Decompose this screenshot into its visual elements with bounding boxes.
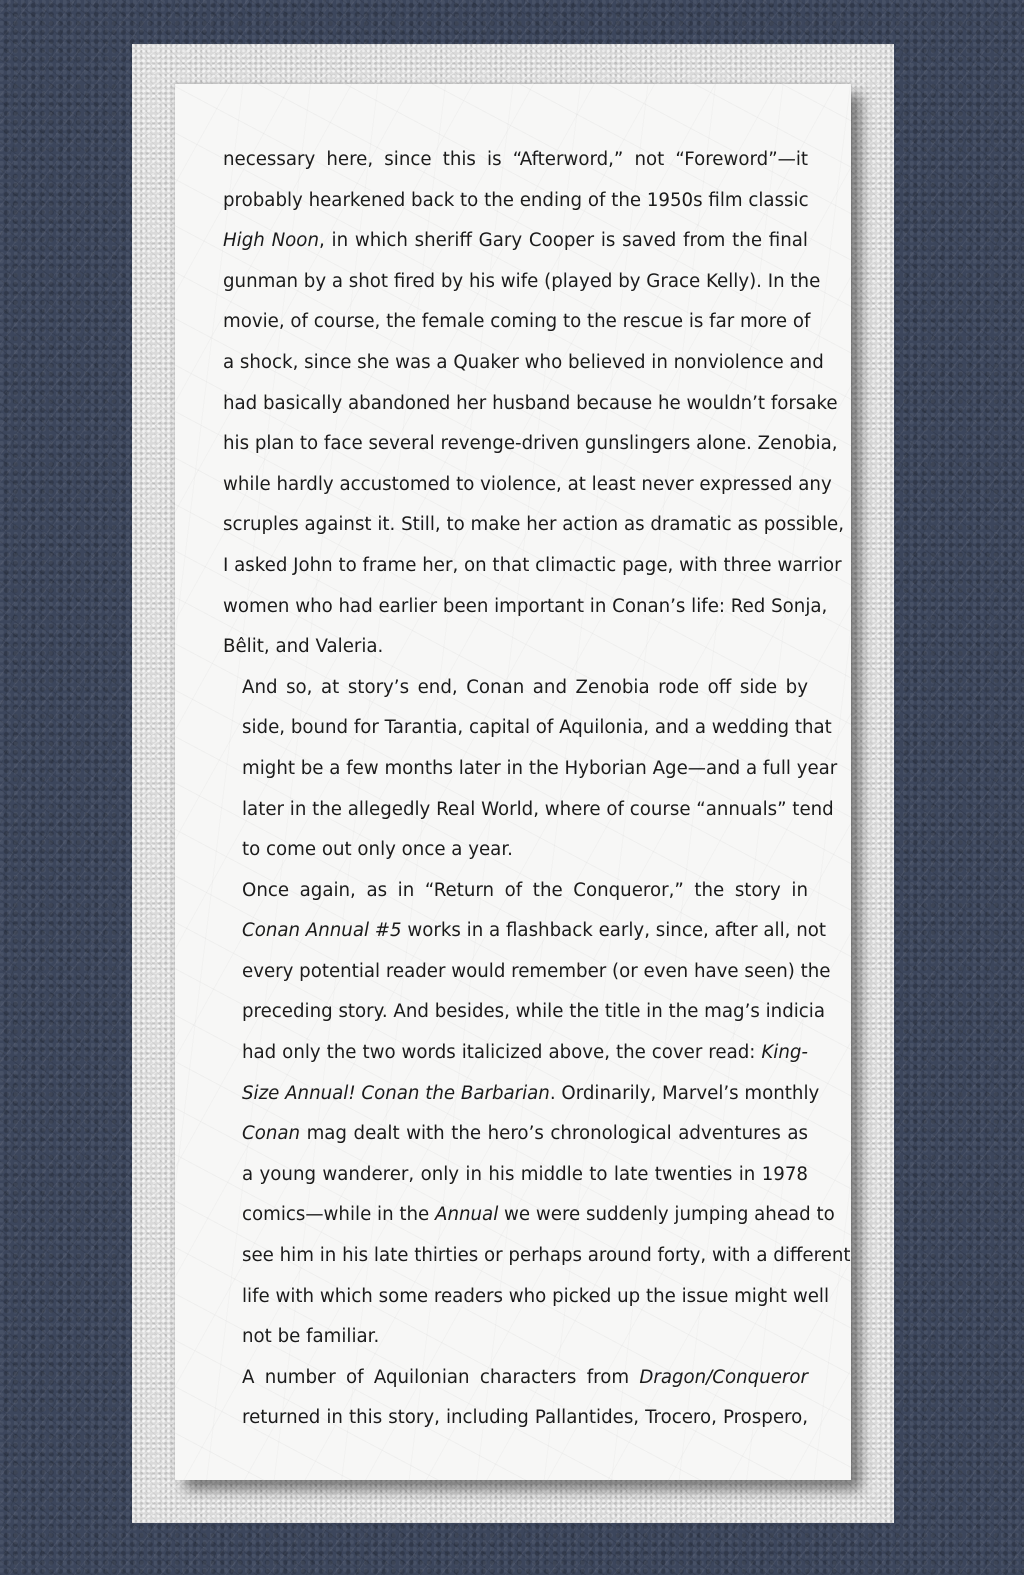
text-run: side, bound for Tarantia, capital of Aquilonia, and a wedding that	[242, 717, 832, 739]
text-line	[223, 343, 824, 384]
text-line	[223, 221, 808, 262]
paragraph	[223, 668, 838, 871]
text-page	[175, 84, 851, 1480]
text-run: gunman by a shot fired by his wife (played by Grace Kelly). In the	[223, 270, 821, 292]
text-run: necessary here, since this is “Afterword,” not “Foreword”—it	[223, 149, 808, 170]
text-line	[223, 505, 845, 546]
text-line	[223, 1074, 820, 1115]
text-line	[223, 1195, 835, 1236]
text-line	[223, 627, 808, 668]
text-run: works in a flashback early, since, after all, not	[401, 920, 826, 942]
paragraph	[223, 1358, 808, 1439]
text-line	[223, 587, 828, 628]
text-line	[223, 790, 834, 831]
text-line	[223, 871, 808, 912]
text-run: might be a few months later in the Hyborian Age—and a full year	[242, 757, 838, 779]
text-run: And so, at story’s end, Conan and Zenobia rode off side by	[242, 676, 808, 698]
text-line	[223, 1033, 808, 1074]
text-run: mag dealt with the hero’s chronological adventures as	[300, 1123, 808, 1145]
text-line	[223, 668, 808, 709]
italic-text: Conan	[242, 1123, 301, 1145]
text-run: not be familiar.	[242, 1326, 380, 1348]
text-line	[223, 1236, 851, 1277]
text-run: life with which some readers who picked up the issue might well	[242, 1285, 829, 1307]
text-run: Once again, as in “Return of the Conqueror,” the story in	[242, 879, 808, 901]
text-line	[223, 830, 808, 871]
text-line	[223, 465, 832, 506]
italic-text: King-	[761, 1042, 808, 1064]
text-run: to come out only once a year.	[242, 839, 513, 861]
italic-text: Dragon/Conqueror	[639, 1366, 808, 1388]
text-run: we were suddenly jumping ahead to	[498, 1204, 835, 1226]
text-line	[223, 1358, 808, 1399]
text-run: a young wanderer, only in his middle to late twenties in 1978	[242, 1163, 808, 1185]
text-run: probably hearkened back to the ending of the 1950s film classic	[223, 189, 809, 211]
italic-text: Conan Annual #5	[242, 920, 402, 942]
text-line	[223, 708, 832, 749]
text-run: A number of Aquilonian characters from	[242, 1366, 640, 1388]
text-run: movie, of course, the female coming to the rescue is far more of	[223, 311, 811, 333]
text-run: had basically abandoned her husband because he wouldn’t forsake	[223, 392, 838, 414]
text-run: preceding story. And besides, while the title in the mag’s indicia	[242, 1001, 825, 1023]
text-line	[223, 1398, 808, 1439]
text-run: I asked John to frame her, on that climactic page, with three warrior	[223, 554, 842, 576]
text-run: his plan to face several revenge-driven gunslingers alone. Zenobia,	[223, 433, 838, 455]
text-line	[223, 140, 808, 181]
text-run: had only the two words italicized above, the cover read:	[242, 1042, 762, 1064]
text-run: , in which sheriff Gary Cooper is saved from the final	[318, 230, 808, 252]
text-line	[223, 911, 826, 952]
text-run: a shock, since she was a Quaker who believed in nonviolence and	[223, 351, 824, 373]
text-line	[223, 749, 838, 790]
afterword-text	[223, 140, 851, 1439]
text-run: while hardly accustomed to violence, at least never expressed any	[223, 473, 832, 495]
text-line	[223, 181, 808, 222]
italic-text: High Noon	[223, 230, 319, 252]
text-line	[223, 952, 831, 993]
paragraph	[223, 140, 845, 668]
text-run: see him in his late thirties or perhaps around forty, with a different	[242, 1245, 851, 1267]
text-line	[223, 262, 821, 303]
italic-text: Annual	[435, 1204, 499, 1226]
text-run: every potential reader would remember (or even have seen) the	[242, 960, 831, 982]
text-line	[223, 302, 811, 343]
text-run: women who had earlier been important in Conan’s life: Red Sonja,	[223, 595, 828, 617]
text-run: later in the allegedly Real World, where of course “annuals” tend	[242, 798, 834, 820]
text-line	[223, 1114, 808, 1155]
text-run: comics—while in the	[242, 1204, 436, 1226]
text-run: Bêlit, and Valeria.	[223, 636, 384, 658]
text-line	[223, 1155, 808, 1196]
text-line	[223, 384, 838, 425]
italic-text: Size Annual! Conan the Barbarian	[242, 1082, 550, 1104]
text-line	[223, 546, 842, 587]
text-run: . Ordinarily, Marvel’s monthly	[549, 1082, 820, 1104]
text-run: scruples against it. Still, to make her action as dramatic as possible,	[223, 514, 845, 536]
text-run: returned in this story, including Pallantides, Trocero, Prospero,	[242, 1407, 808, 1429]
text-line	[223, 424, 838, 465]
text-line	[223, 1317, 808, 1358]
text-line	[223, 1277, 829, 1318]
text-line	[223, 992, 825, 1033]
paragraph	[223, 871, 851, 1358]
